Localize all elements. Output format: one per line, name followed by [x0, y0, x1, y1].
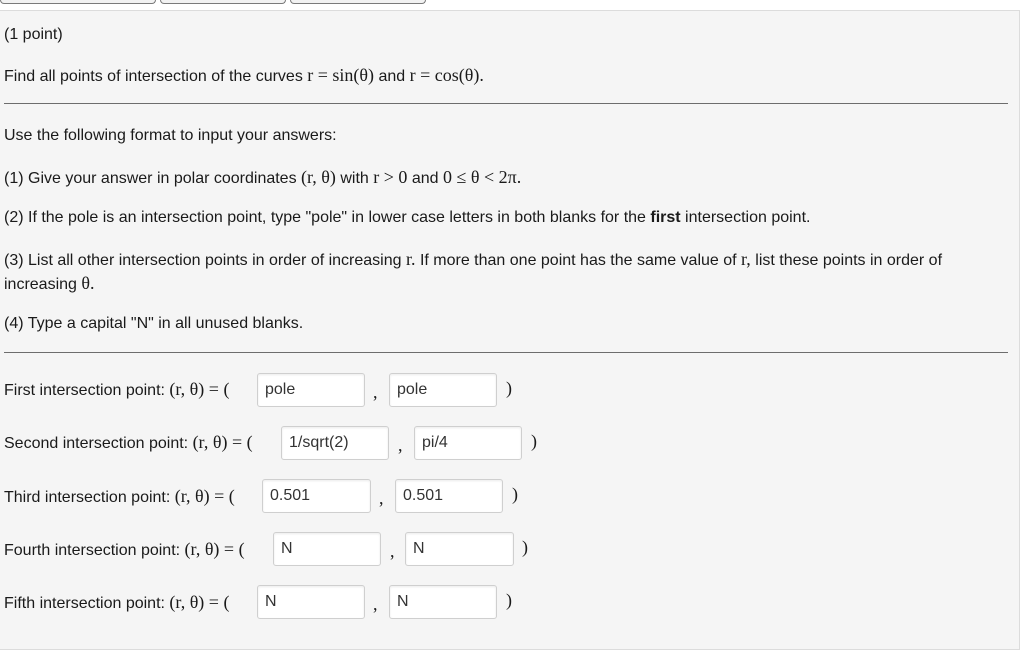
divider-bottom	[4, 352, 1008, 353]
comma: ,	[373, 382, 378, 402]
close-paren: )	[512, 484, 518, 504]
answer-math: (r, θ) = (	[192, 432, 253, 452]
comma: ,	[379, 488, 384, 508]
second-point-r-input[interactable]	[281, 426, 389, 460]
instruction-1-mid: with	[335, 170, 374, 187]
answer-row-3-label	[4, 486, 235, 508]
first-point-theta-input[interactable]	[389, 373, 497, 407]
comma: ,	[373, 594, 378, 614]
answer-math: (r, θ) = (	[169, 379, 230, 399]
close-paren: )	[506, 378, 512, 398]
instruction-1-cond1: r > 0	[373, 167, 408, 187]
fourth-point-r-input[interactable]	[273, 532, 381, 566]
and-word: and	[374, 68, 410, 85]
tab-1[interactable]	[0, 0, 156, 4]
second-point-theta-input[interactable]	[414, 426, 522, 460]
instruction-3-line-1	[4, 249, 942, 271]
instruction-3-line2-prefix: increasing	[4, 276, 82, 293]
problem-statement	[4, 65, 484, 87]
instruction-3-mid: If more than one point has the same value of	[415, 252, 742, 269]
points-label: (1 point)	[4, 26, 63, 43]
fifth-point-r-input[interactable]	[257, 585, 365, 619]
close-paren: )	[522, 537, 528, 557]
close-paren: )	[506, 590, 512, 610]
third-point-r-input[interactable]	[262, 479, 371, 513]
answer-row-2-label	[4, 432, 253, 454]
answer-label: Second intersection point:	[4, 435, 193, 452]
third-point-theta-input[interactable]	[395, 479, 503, 513]
instruction-2-bold: first	[650, 209, 681, 226]
instruction-2	[4, 208, 810, 228]
instruction-1-coord: (r, θ)	[301, 167, 336, 187]
answer-label: Fourth intersection point:	[4, 542, 185, 559]
answer-math: (r, θ) = (	[184, 539, 245, 559]
answer-row-4-label	[4, 539, 245, 561]
problem-prefix: Find all points of intersection of the curves	[4, 68, 308, 85]
instruction-3-prefix: (3) List all other intersection points in order of increasing	[4, 252, 406, 269]
curve-2: r = cos(θ).	[409, 65, 484, 85]
instruction-2-suffix: intersection point.	[680, 209, 811, 226]
curve-1: r = sin(θ)	[307, 65, 375, 85]
instruction-3-theta: θ.	[81, 273, 95, 293]
first-point-r-input[interactable]	[257, 373, 365, 407]
answer-label: Fifth intersection point:	[4, 595, 170, 612]
instruction-1-and: and	[407, 170, 444, 187]
answer-label: Third intersection point:	[4, 489, 175, 506]
tab-3[interactable]	[290, 0, 426, 4]
answer-row-5-label	[4, 592, 229, 614]
fifth-point-theta-input[interactable]	[389, 585, 497, 619]
instruction-3-suffix: list these points in order of	[750, 252, 943, 269]
instruction-3-r2: r,	[741, 249, 751, 269]
instruction-2-prefix: (2) If the pole is an intersection point, type "pole" in lower case letters in both blanks for the	[4, 209, 651, 226]
fourth-point-theta-input[interactable]	[405, 532, 514, 566]
instruction-1	[4, 167, 521, 189]
top-tab-bar	[0, 0, 1024, 10]
instruction-1-cond2: 0 ≤ θ < 2π.	[443, 167, 522, 187]
answer-label: First intersection point:	[4, 382, 170, 399]
answer-row-1-label	[4, 379, 229, 401]
tab-2[interactable]	[160, 0, 286, 4]
answer-math: (r, θ) = (	[169, 592, 230, 612]
answer-math: (r, θ) = (	[174, 486, 235, 506]
instruction-4: (4) Type a capital "N" in all unused blanks.	[4, 315, 304, 332]
comma: ,	[398, 435, 403, 455]
instruction-3-r1: r.	[405, 249, 416, 269]
instructions-intro: Use the following format to input your answers:	[4, 127, 337, 144]
close-paren: )	[531, 431, 537, 451]
divider-top	[4, 103, 1008, 104]
comma: ,	[390, 541, 395, 561]
instruction-1-prefix: (1) Give your answer in polar coordinates	[4, 170, 302, 187]
instruction-3-line-2	[4, 273, 95, 295]
